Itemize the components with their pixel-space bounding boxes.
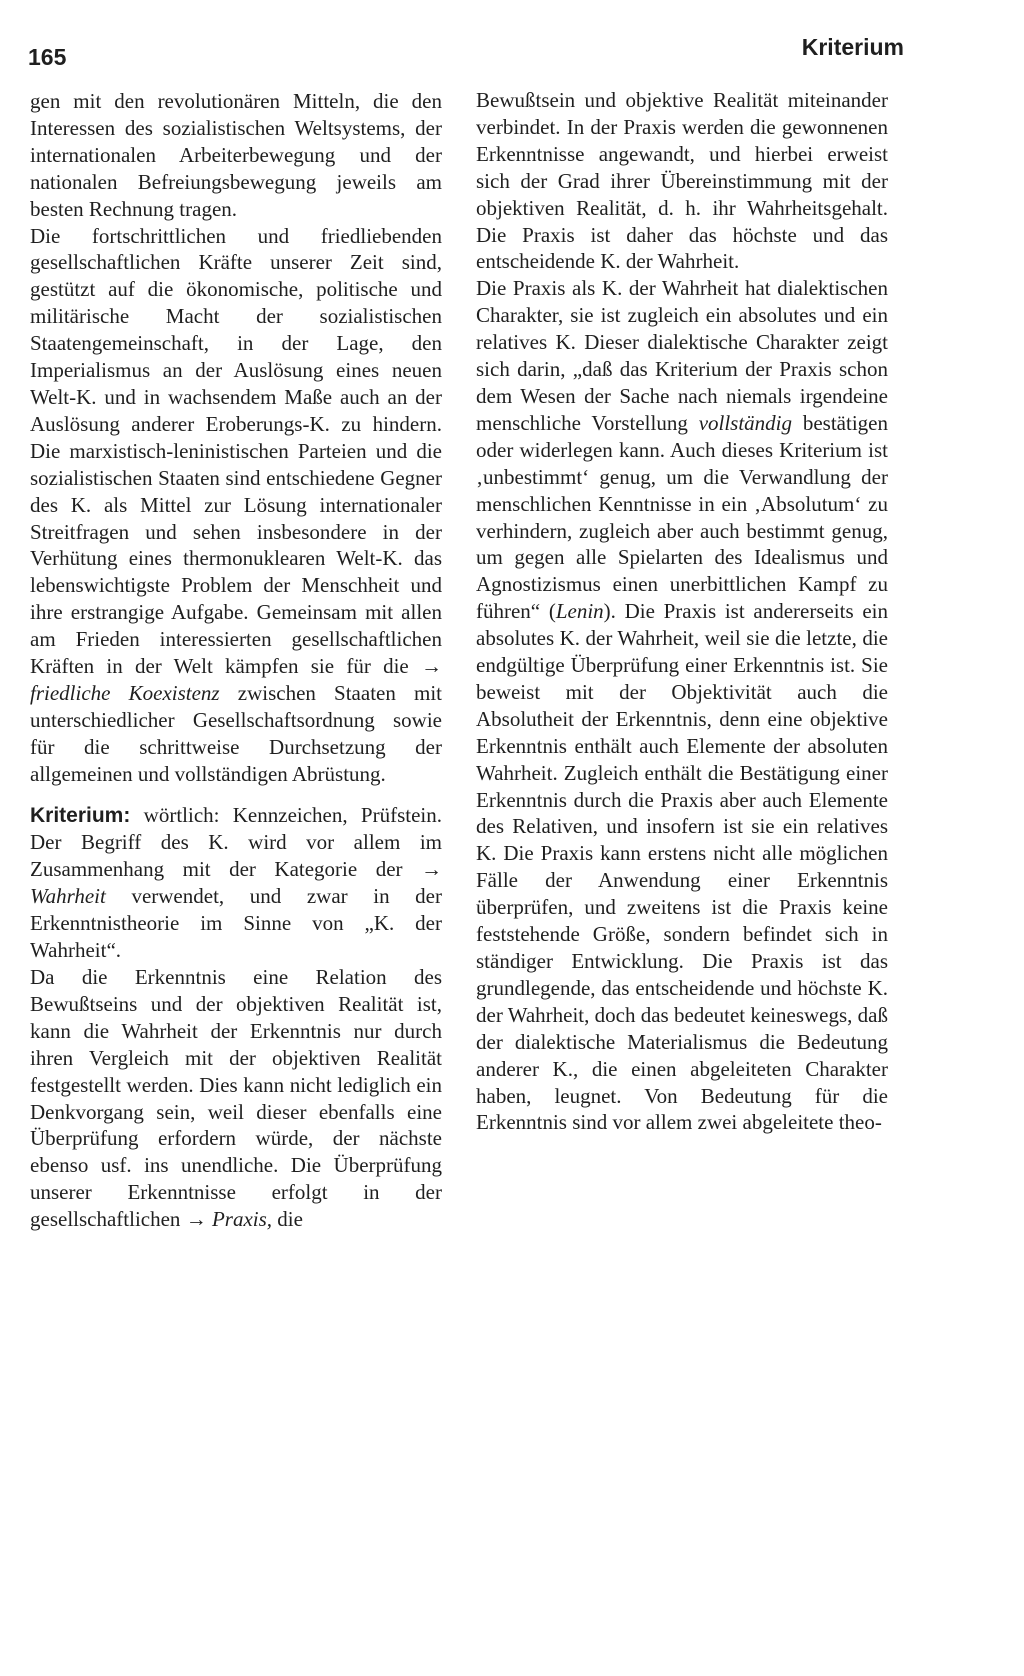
entry-definition [30, 802, 442, 964]
paragraph [476, 275, 888, 1136]
entry-separator [30, 788, 442, 802]
cross-reference-arrow-icon: → [421, 654, 442, 679]
paragraph [30, 964, 442, 1233]
entry-headword: Kriterium: [30, 803, 131, 827]
paragraph: Bewußtsein und objektive Realität miteinander verbindet. In der Praxis werden die gewonnenen Erkenntnisse angewandt, und hierbei erweist sich der Grad ihrer Übereinstimmung mit der objektiven Realität, d. h. ihr Wahrheitsgehalt. Die Praxis ist daher das höchste und das entscheidende K. der Wahrheit. [476, 88, 888, 274]
paragraph-text: bestätigen oder widerlegen kann. Auch dieses Kriterium ist ‚unbestimmt‘ genug, um die Verwandlung der menschlichen Kenntnisse in ein ‚Absolutum‘ zu verhindern, zugleich aber auch bestimmt genug, um gegen alle Spielarten des Idealismus und Agnostizismus einen unerbittlichen Kampf zu führen“ ( [476, 410, 888, 624]
left-column [30, 88, 442, 1233]
cross-reference-arrow-icon: → [421, 857, 442, 882]
right-column [476, 87, 888, 1136]
cross-reference-term: friedliche Koexistenz [30, 680, 220, 705]
cross-reference-term: Praxis, [211, 1207, 273, 1232]
paragraph-text: verwendet, und zwar in der Erkenntnistheorie im Sinne von „K. der Wahrheit“. [30, 884, 442, 963]
paragraph-text: Die fortschrittlichen und friedliebenden gesellschaftlichen Kräfte unserer Zeit sind, gestützt auf die ökonomische, politische und militärische Macht der sozialistischen Staatengemeinschaft, in der Lage, den Imperialismus an der Auslösung eines neuen Welt-K. und in wachsendem Maße auch an der Auslösung anderer Eroberungs-K. zu hindern. Die marxistisch-leninistischen Parteien und die sozialistischen Staaten sind entschiedene Gegner des K. als Mittel zur Lösung internationaler Streitfragen und sehen insbesondere in der Verhütung eines thermonuklearen Welt-K. das lebenswichtigste Problem der Menschheit und ihre erstrangige Aufgabe. Gemeinsam mit allen am Frieden interessierten gesellschaftlichen Kräften in der Welt kämpfen sie für die [30, 223, 442, 679]
page-number: 165 [28, 44, 67, 70]
cross-reference-arrow-icon: → [185, 1207, 207, 1232]
emphasis: vollständig [698, 410, 793, 435]
running-head: Kriterium [801, 34, 904, 60]
cross-reference-term: Wahrheit [30, 884, 106, 909]
paragraph-text: zwischen Staaten mit unterschiedlicher Gesellschaftsordnung sowie für die schrittweise Durchsetzung der allgemeinen und vollständigen Abrüstung. [30, 680, 442, 786]
paragraph: gen mit den revolutionären Mitteln, die den Interessen des sozialistischen Weltsystems, der internationalen Arbeiterbewegung und der nationalen Befreiungsbewegung jeweils am besten Rechnung tragen. [30, 89, 442, 221]
paragraph-text: die [272, 1207, 303, 1232]
quoted-author: Lenin [555, 599, 604, 624]
paragraph-text: wörtlich: Kennzeichen, Prüfstein. Der Begriff des K. wird vor allem im Zusammenhang mit der Kategorie der [30, 802, 442, 882]
paragraph-text: ). Die Praxis ist andererseits ein absolutes K. der Wahrheit, weil sie die letzte, die endgültige Überprüfung einer Erkenntnis ist. Sie beweist mit der Objektivität auch die Absolutheit der Erkenntnis, denn eine objektive Erkenntnis enthält auch Elemente der absoluten Wahrheit. Zugleich enthält die Bestätigung einer Erkenntnis durch die Praxis aber auch Elemente des Relativen, und insofern ist sie ein relatives K. Die Praxis kann erstens nicht alle möglichen Fälle der Anwendung einer Erkenntnis überprüfen, und zweitens ist die Praxis keine feststehende Größe, sondern befindet sich in ständiger Entwicklung. Die Praxis ist das grundlegende, das entscheidende und höchste K. der Wahrheit, doch das bedeutet keineswegs, daß der dialektische Materialismus die Bedeutung anderer K., die einen abgeleiteten Charakter haben, leugnet. Von Bedeutung für die Erkenntnis sind vor allem zwei abgeleitete theo- [476, 599, 889, 1135]
paragraph [30, 223, 442, 788]
paragraph-text: Die Praxis als K. der Wahrheit hat dialektischen Charakter, sie ist zugleich ein absolutes und ein relatives K. Dieser dialektische Charakter zeigt sich darin, „daß das Kriterium der Praxis schon dem Wesen der Sache nach niemals irgendeine menschliche Vorstellung [476, 276, 888, 435]
paragraph-text: Da die Erkenntnis eine Relation des Bewußtseins und der objektiven Realität ist, kann die Wahrheit der Erkenntnis nur durch ihren Vergleich mit der objektiven Realität festgestellt werden. Dies kann nicht lediglich ein Denkvorgang sein, weil dieser ebenfalls eine Überprüfung erfordern würde, der nächste ebenso usf. ins unendliche. Die Überprüfung unserer Erkenntnisse erfolgt in der gesellschaftlichen [30, 965, 442, 1232]
